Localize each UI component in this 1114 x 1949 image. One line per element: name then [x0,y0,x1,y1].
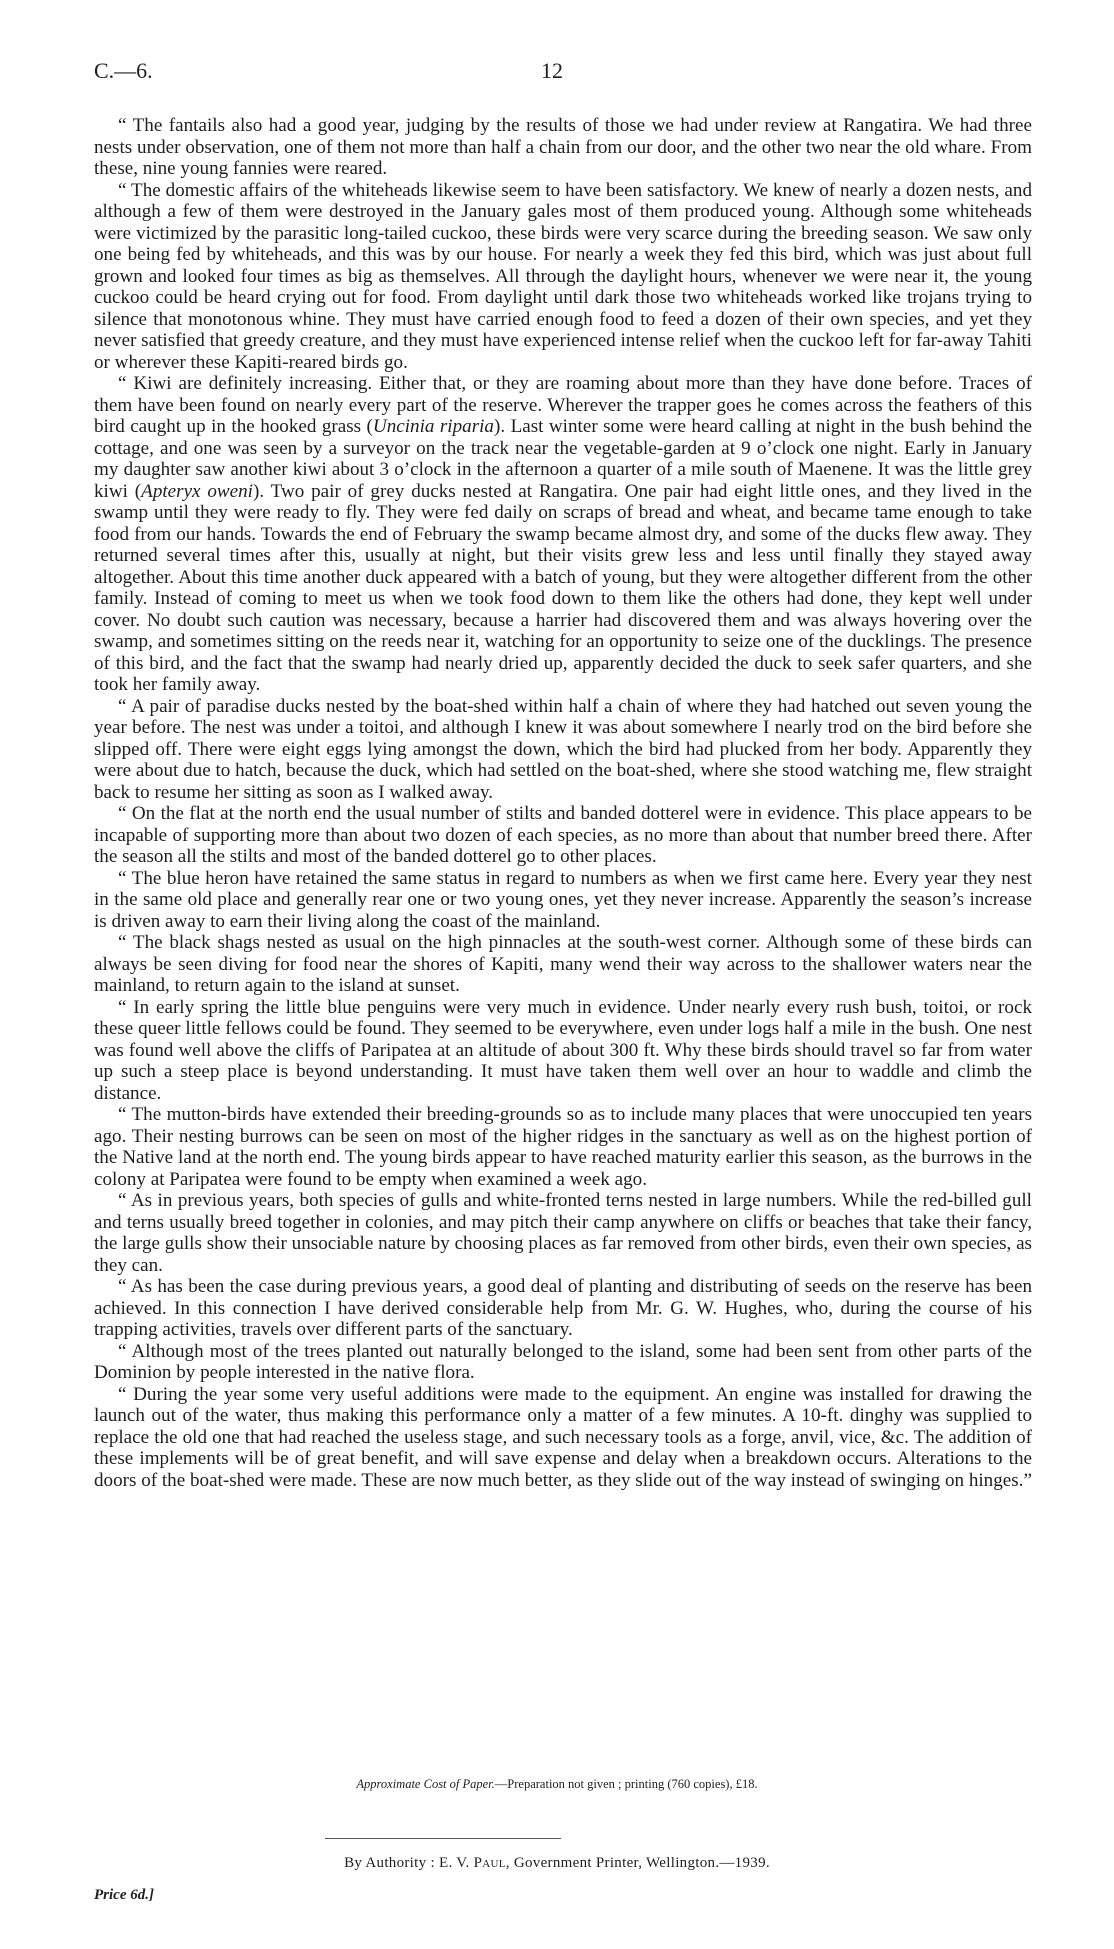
paragraph-blue-heron: “ The blue heron have retained the same status in regard to numbers as when we first came here. Every year they nest in the same old place and generally rear one or two young ones, yet they never increase. Apparently the season’s increase is driven away to earn their living along the coast of the mainland. [94,867,1032,932]
paragraph-fantails: “ The fantails also had a good year, judging by the results of those we had under review at Rangatira. We had three nests under observation, one of them not more than half a chain from our door, and the other two near the old whare. From these, nine young fannies were reared. [94,115,1032,179]
authority-suffix: , Government Printer, Wellington.—1939. [505,1855,770,1871]
paragraph-whiteheads: “ The domestic affairs of the whiteheads likewise seem to have been satisfactory. We knew of nearly a dozen nests, and although a few of them were destroyed in the January gales most of them produced young. Although some whiteheads were victimized by the parasitic long-tailed cuckoo, these birds were very scarce during the breeding season. We saw only one being fed by whiteheads, and this was by our house. For nearly a week they fed this bird, which was just about full grown and looked four times as big as themselves. All through the daylight hours, whenever we were near it, the young cuckoo could be heard crying out for food. From daylight until dark those two whiteheads worked like trojans trying to silence that monotonous whine. They must have carried enough food to feed a dozen of their own species, and yet they never satisfied that greedy creature, and they must have experienced intense relief when the cuckoo left for far-away Tahiti or wherever these Kapiti-reared birds go. [94,179,1032,373]
page-number: 12 [541,58,563,83]
report-body [94,115,1032,1491]
cost-text: —Preparation not given ; printing (760 copies), £18. [494,1777,758,1791]
paragraph-kiwi [94,373,1032,696]
paragraph-equipment: “ During the year some very useful additions were made to the equipment. An engine was installed for drawing the launch out of the water, thus making this performance only a matter of a few minutes. A 10-ft. dinghy was supplied to replace the old one that had reached the useless stage, and such necessary tools as a forge, anvil, vice, &c. The addition of these implements will be of great benefit, and will save expense and delay when a breakdown occurs. Alterations to the doors of the boat-shed were made. These are now much better, as they slide out of the way instead of swinging on hinges.” [94,1383,1032,1491]
paragraph-stilts: “ On the flat at the north end the usual number of stilts and banded dotterel were in evidence. This place appears to be incapable of supporting more than about two dozen of each species, as no more than about that number breed there. After the season all the stilts and most of the banded dotterel go to other places. [94,803,1032,867]
kiwi-text-middle: ). Last winter some were heard calling at night in the bush behind the cottage, and one was seen by a surveyor on the track near the vegetable-garden at 9 o’clock one night. Early in January my daughter saw another kiwi about 3 o’clock in the afternoon a quarter of a mile south of Maenene. It was the little grey kiwi ( [94,416,1032,502]
paragraph-mutton-birds: “ The mutton-birds have extended their breeding-grounds so as to include many places that were unoccupied ten years ago. Their nesting burrows can be seen on most of the higher ridges in the sanctuary as well as on the highest portion of the Native land at the north end. The young birds appear to have reached maturity earlier this season, as the burrows in the colony at Paripatea were found to be empty when examined a week ago. [94,1104,1032,1190]
kiwi-text-start: “ Kiwi are definitely increasing. Either that, or they are roaming about more than they have done before. Traces of them have been found on nearly every part of the reserve. Wherever the trapper goes he comes across the feathers of this bird caught up in the hooked grass ( [94,373,1032,437]
page-header [94,58,1020,90]
paragraph-trees: “ Although most of the trees planted out naturally belonged to the island, some had been sent from other parts of the Dominion by people interested in the native flora. [94,1340,1032,1383]
kiwi-text-end: ). Two pair of grey ducks nested at Rangatira. One pair had eight little ones, and they lived in the swamp until they were ready to fly. They were fed daily on scraps of bread and wheat, and became tame enough to take food from our hands. Towards the end of February the swamp became almost dry, and some of the ducks flew away. They returned several times after this, usually at night, but their visits grew less and less until finally they stayed away altogether. About this time another duck appeared with a batch of young, but they were altogether different from the other family. Instead of coming to meet us when we took food down to them like the others had done, they kept well under cover. No doubt such caution was necessary, because a harrier had discovered them and was always hovering over the swamp, and sometimes sitting on the reeds near it, watching for an opportunity to seize one of the ducklings. The presence of this bird, and the fact that the swamp had nearly dried up, apparently decided the duck to seek safer quarters, and she took her family away. [94,480,1032,695]
paragraph-black-shags: “ The black shags nested as usual on the high pinnacles at the south-west corner. Although some of these birds can always be seen diving for food near the shores of Kapiti, many wend their way across to the shallower waters near the mainland, to return again to the island at sunset. [94,932,1032,996]
paragraph-gulls-terns: “ As in previous years, both species of gulls and white-fronted terns nested in large numbers. While the red-billed gull and terns usually breed together in colonies, and may pitch their camp anywhere on cliffs or beaches that take their fancy, the large gulls show their unsociable nature by choosing places as far removed from other birds, even their own species, as they can. [94,1190,1032,1276]
paragraph-paradise-ducks: “ A pair of paradise ducks nested by the boat-shed within half a chain of where they had hatched out seven young the year before. The nest was under a toitoi, and although I knew it was about somewhere I nearly trod on the bird before she slipped off. There were eight eggs lying amongst the down, which the bird had plucked from her body. Apparently they were about due to hatch, because the duck, which had settled on the boat-shed, where she stood watching me, flew straight back to resume her sitting as soon as I walked away. [94,695,1032,803]
species-name-apteryx: Apteryx oweni [141,480,253,502]
cost-of-paper-note [0,1777,1114,1792]
printer-surname: Paul [473,1855,506,1871]
authority-prefix: By Authority : [344,1855,435,1871]
cost-label: Approximate Cost of Paper. [356,1777,495,1791]
paragraph-planting: “ As has been the case during previous years, a good deal of planting and distributing of seeds on the reserve has been achieved. In this connection I have derived considerable help from Mr. G. W. Hughes, who, during the course of his trapping activities, travels over different parts of the sanctuary. [94,1276,1032,1340]
footer-divider [325,1838,561,1839]
document-reference: C.—6. [94,58,153,83]
price-label: Price 6d.] [94,1887,154,1903]
authority-line [0,1855,1114,1872]
printer-initials: E. V. [439,1855,470,1871]
paragraph-penguins: “ In early spring the little blue penguins were very much in evidence. Under nearly every rush bush, toitoi, or rock these queer little fellows could be found. They seemed to be everywhere, even under logs half a mile in the bush. One nest was found well above the cliffs of Paripatea at an altitude of about 300 ft. Why these birds should travel so far from water up such a steep place is beyond understanding. It must have taken them well over an hour to waddle and climb the distance. [94,996,1032,1104]
species-name-uncinia: Uncinia riparia [372,416,494,437]
